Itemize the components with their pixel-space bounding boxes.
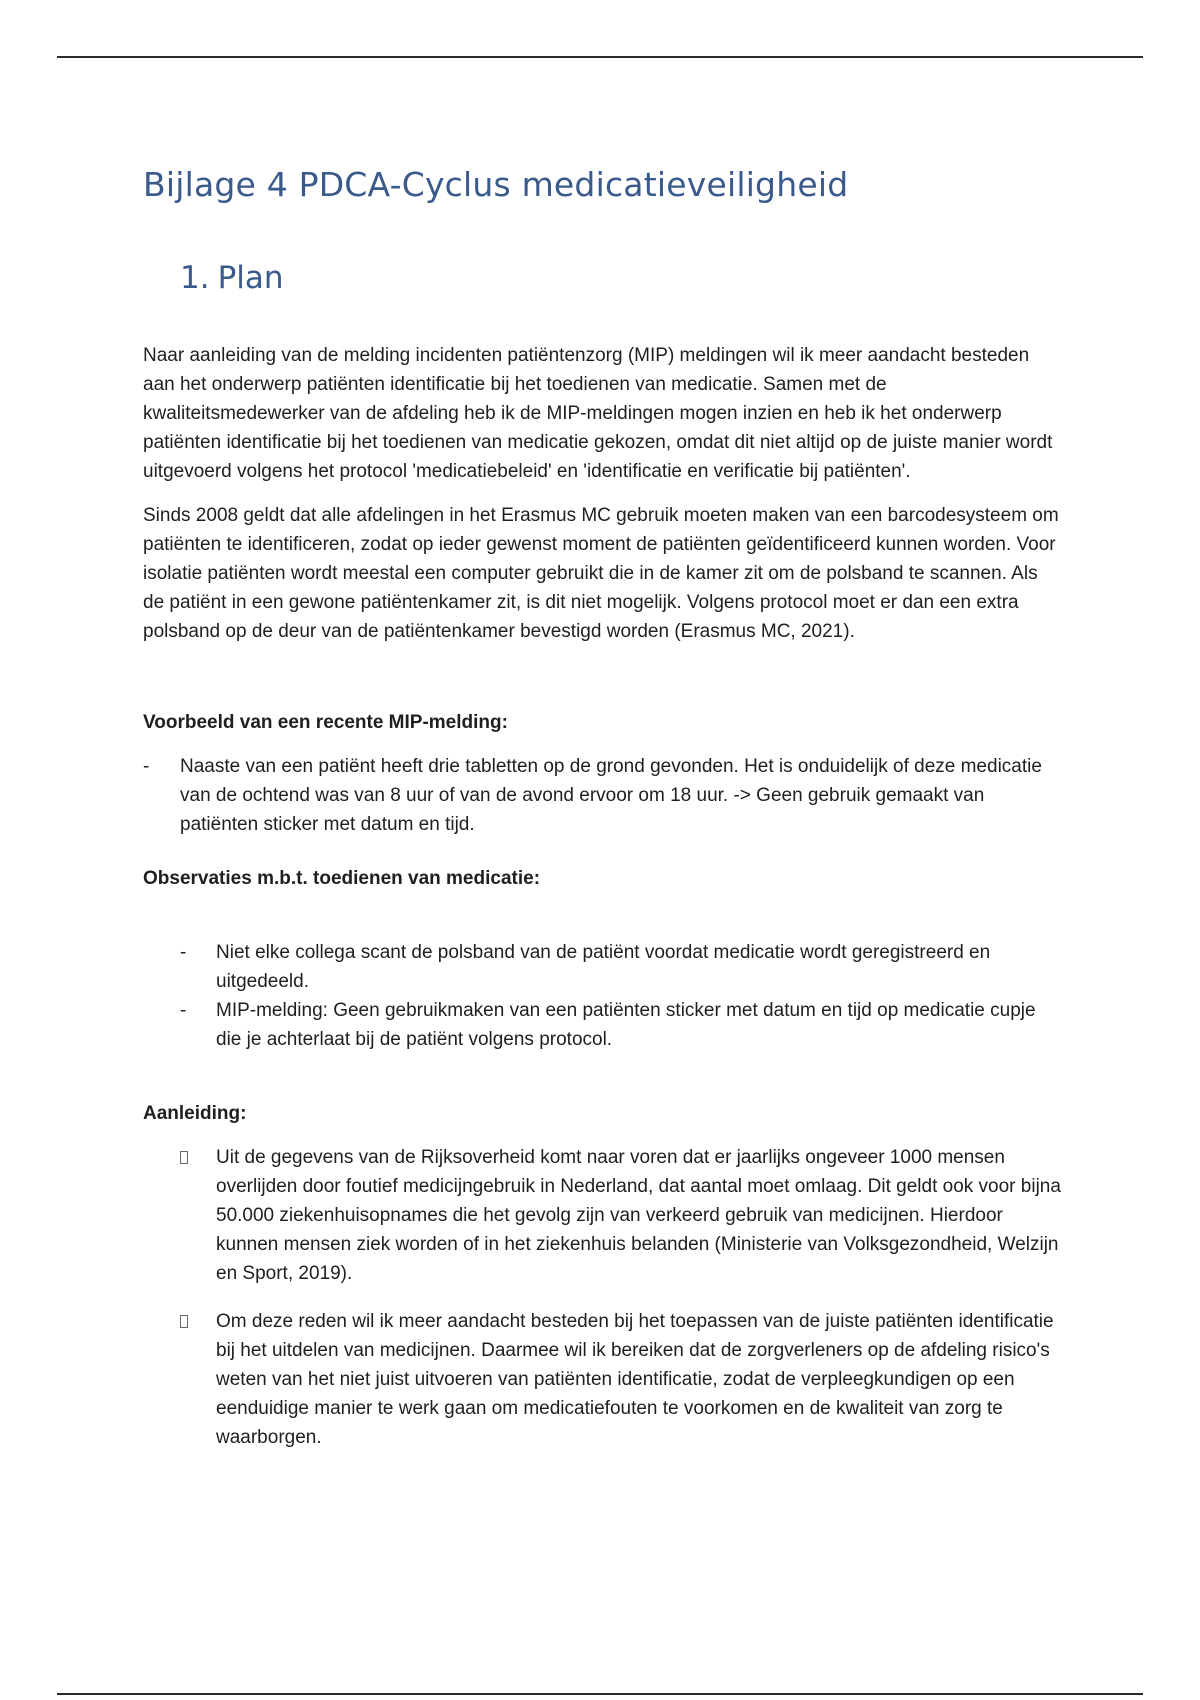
- dash-bullet: -: [180, 942, 187, 963]
- missing-glyph-box-icon: [180, 1315, 188, 1328]
- section-heading-plan: [180, 253, 1063, 303]
- page-bottom-rule: [57, 1693, 1143, 1695]
- list-item-text: Om deze reden wil ik meer aandacht besteden bij het toepassen van de juiste patiënten identificatie bij het uitdelen van medicijnen. Daarmee wil ik bereiken dat de zorgverleners op de afdeling risico's weten van het niet juist uitvoeren van patiënten identificatie, zodat de verpleegkundigen op een eenduidige manier te werk gaan om medicatiefouten te voorkomen en de kwaliteit van zorg te waarborgen.: [216, 1311, 1054, 1448]
- page-top-rule: [57, 56, 1143, 58]
- example-list: [143, 752, 1063, 839]
- dash-bullet: -: [143, 756, 150, 777]
- paragraph-intro: Naar aanleiding van de melding incidenten patiëntenzorg (MIP) meldingen wil ik meer aandacht besteden aan het onderwerp patiënten identificatie bij het toedienen van medicatie. Samen met de kwaliteitsmedewerker van de afdeling heb ik de MIP-meldingen mogen inzien en heb ik het onderwerp patiënten identificatie bij het toedienen van medicatie gekozen, omdat dit niet altijd op de juiste manier wordt uitgevoerd volgens het protocol 'medicatiebeleid' en 'identificatie en verificatie bij patiënten'.: [143, 345, 1053, 482]
- section-title: Plan: [217, 260, 284, 296]
- list-item: [143, 996, 1063, 1054]
- document-title: Bijlage 4 PDCA-Cyclus medicatieveiligheid: [143, 165, 849, 204]
- document-body: [143, 160, 1063, 1452]
- reason-heading: Aanleiding:: [143, 1103, 247, 1124]
- section-number: 1.: [180, 260, 210, 296]
- reason-list: [143, 1143, 1063, 1452]
- example-heading: Voorbeeld van een recente MIP-melding:: [143, 712, 508, 733]
- list-item: [143, 1143, 1063, 1288]
- missing-glyph-box-icon: [180, 1151, 188, 1164]
- list-item-text: Naaste van een patiënt heeft drie tabletten op de grond gevonden. Het is onduidelijk of deze medicatie van de ochtend was van 8 uur of van de avond ervoor om 18 uur. -> Geen gebruik gemaakt van patiënten sticker met datum en tijd.: [180, 756, 1042, 835]
- list-item-text: Uit de gegevens van de Rijksoverheid komt naar voren dat er jaarlijks ongeveer 1000 mensen overlijden door foutief medicijngebruik in Nederland, dat aantal moet omlaag. Dit geldt ook voor bijna 50.000 ziekenhuisopnames die het gevolg zijn van verkeerd gebruik van medicijnen. Hierdoor kunnen mensen ziek worden of in het ziekenhuis belanden (Ministerie van Volksgezondheid, Welzijn en Sport, 2019).: [216, 1147, 1061, 1284]
- list-item: [143, 1307, 1063, 1452]
- list-item: [143, 938, 1063, 996]
- observations-heading: Observaties m.b.t. toedienen van medicatie:: [143, 868, 541, 889]
- paragraph-barcode-system: Sinds 2008 geldt dat alle afdelingen in het Erasmus MC gebruik moeten maken van een barcodesysteem om patiënten te identificeren, zodat op ieder gewenst moment de patiënten geïdentificeerd kunnen worden. Voor isolatie patiënten wordt meestal een computer gebruikt die in de kamer zit om de polsband te scannen. Als de patiënt in een gewone patiëntenkamer zit, is dit niet mogelijk. Volgens protocol moet er dan een extra polsband op de deur van de patiëntenkamer bevestigd worden (Erasmus MC, 2021).: [143, 505, 1059, 642]
- list-item-text: MIP-melding: Geen gebruikmaken van een patiënten sticker met datum en tijd op medicatie cupje die je achterlaat bij de patiënt volgens protocol.: [216, 1000, 1036, 1050]
- list-item: [143, 752, 1063, 839]
- dash-bullet: -: [180, 1000, 187, 1021]
- observations-list: [143, 938, 1063, 1054]
- list-item-text: Niet elke collega scant de polsband van de patiënt voordat medicatie wordt geregistreerd en uitgedeeld.: [216, 942, 991, 992]
